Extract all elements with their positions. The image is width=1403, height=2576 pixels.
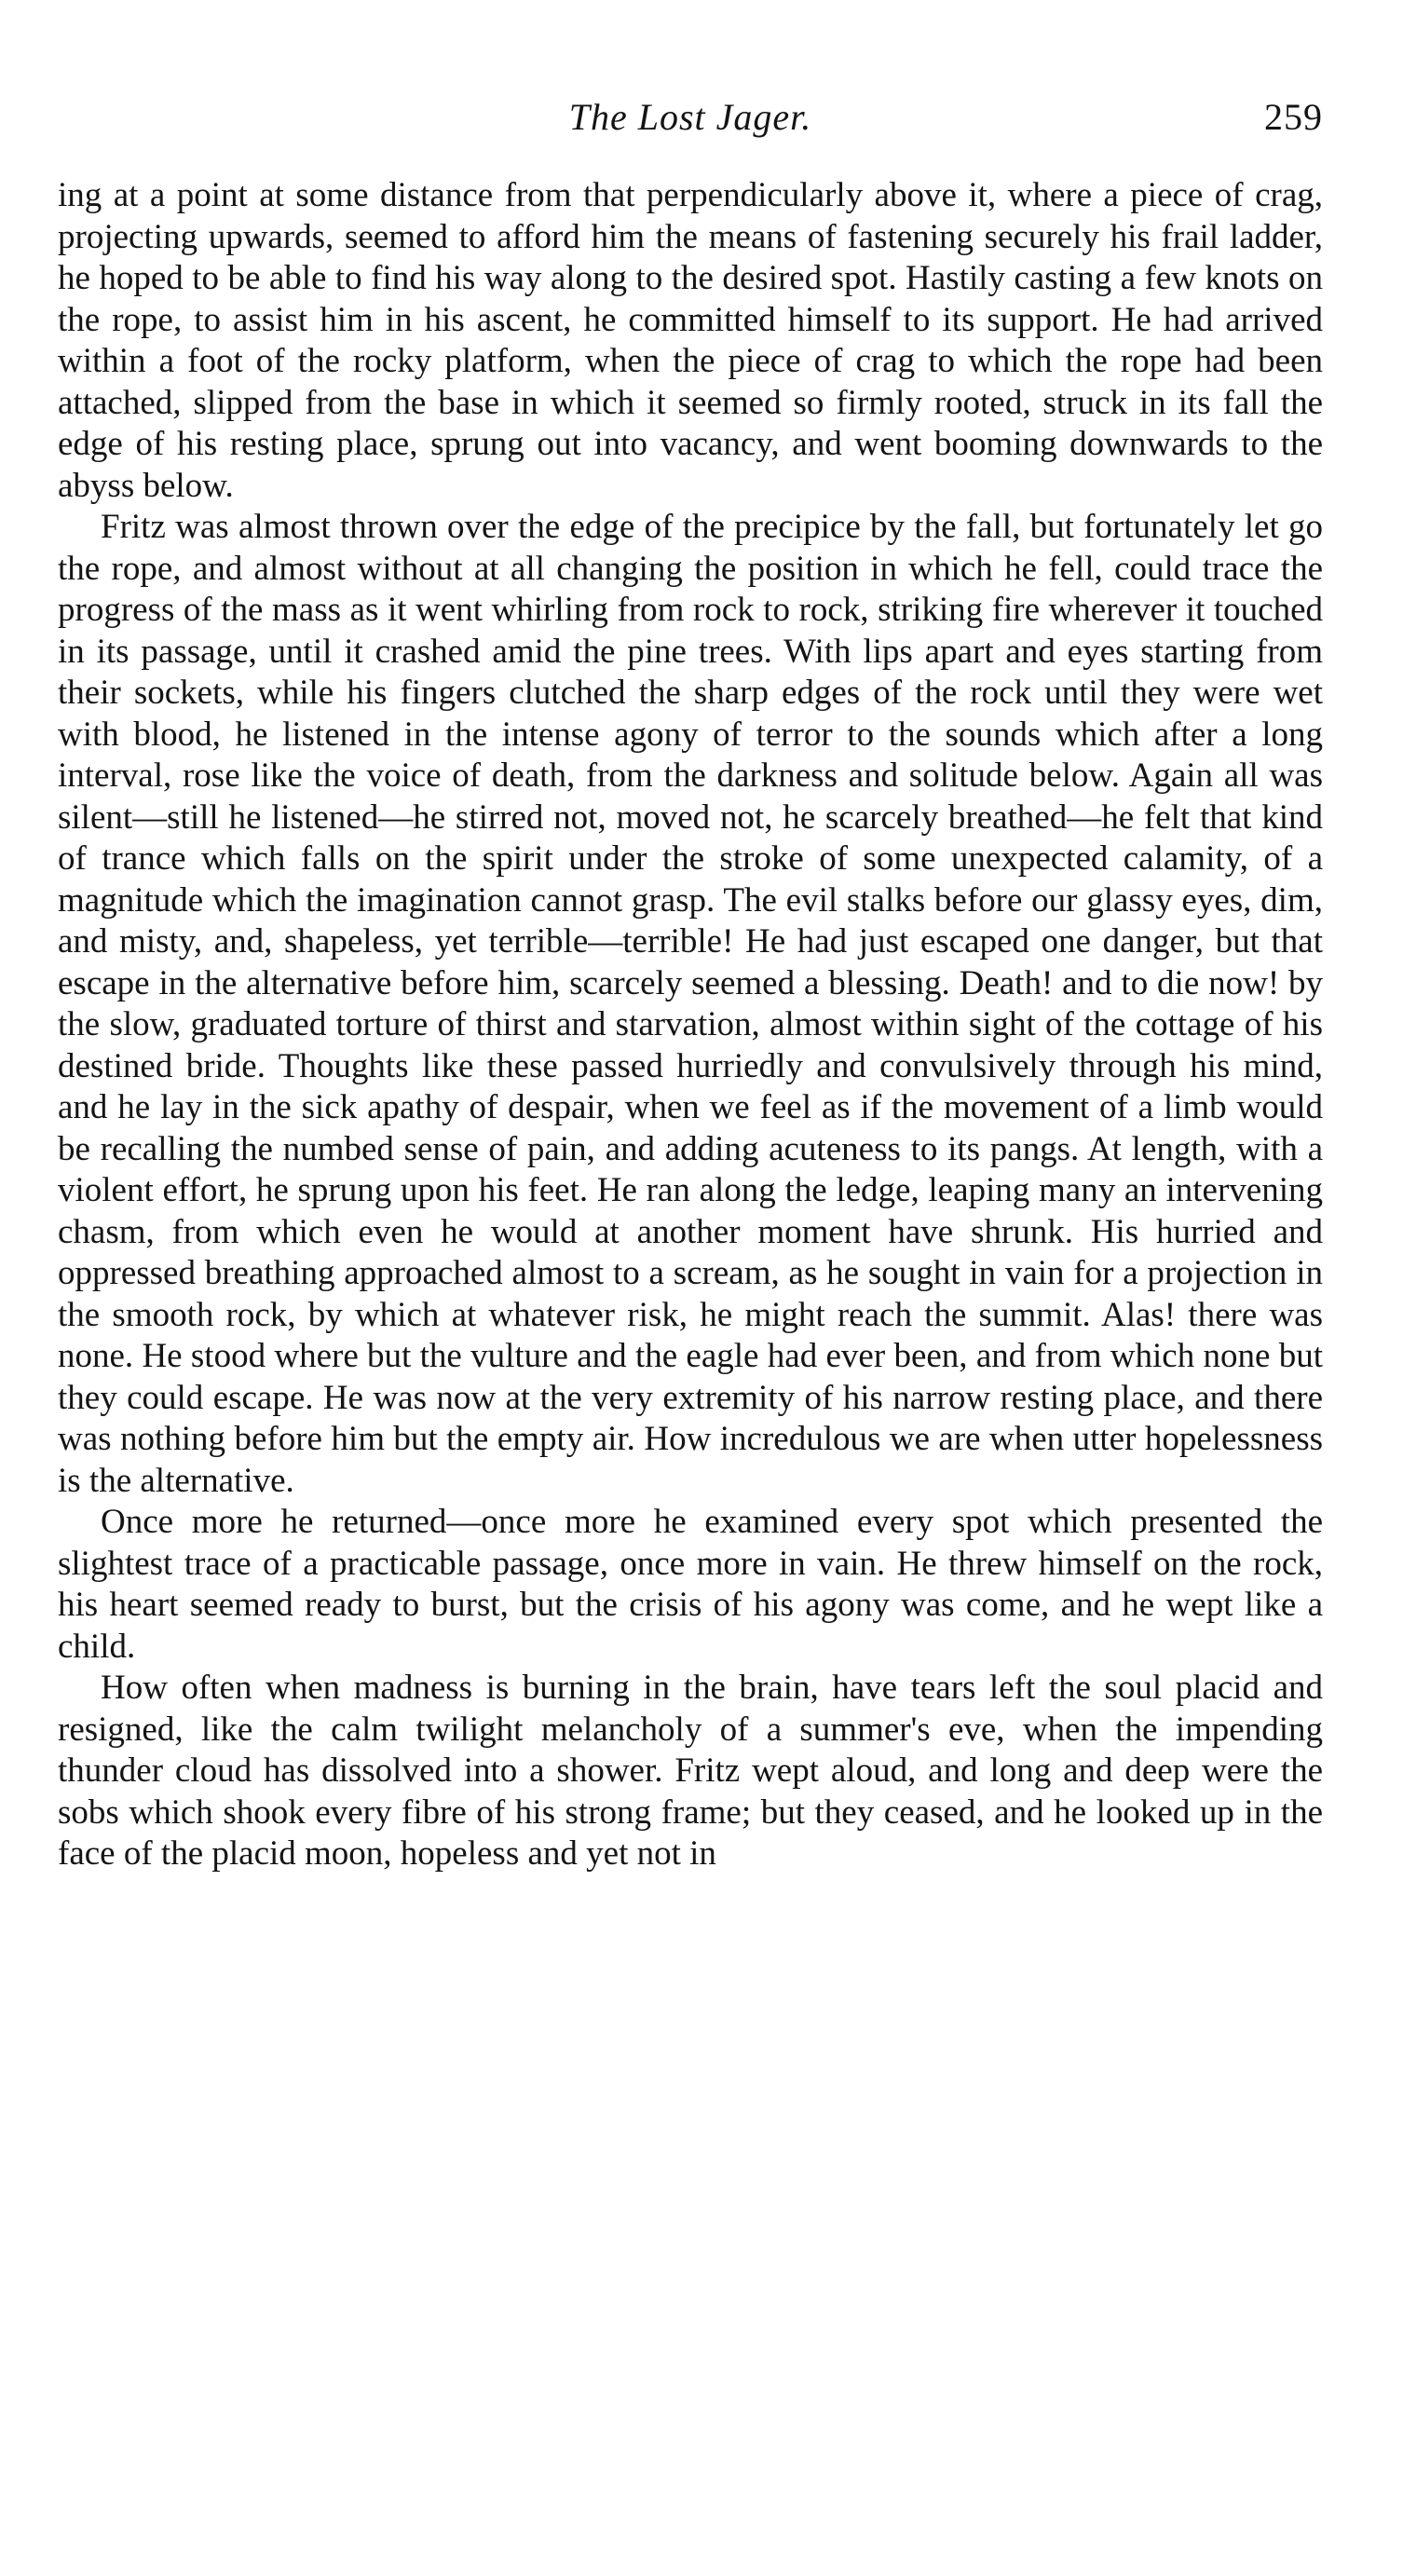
paragraph-fritz-fall: Fritz was almost thrown over the edge of the precipice by the fall, but fortunately let go the rope, and almost without at all changing the position in which he fell, could trace the progress of the mass as it went whirling from rock to rock, striking fire wherever it touched in its passage, until it crashed amid the pine trees. With lips apart and eyes starting from their sockets, while his fingers clutched the sharp edges of the rock until they were wet with blood, he listened in the intense agony of terror to the sounds which after a long interval, rose like the voice of death, from the darkness and solitude below. Again all was silent—still he listened—he stirred not, moved not, he scarcely breathed—he felt that kind of trance which falls on the spirit under the stroke of some unexpected calamity, of a magnitude which the imagination cannot grasp. The evil stalks before our glassy eyes, dim, and misty, and, shapeless, yet terrible—terrible! He had just escaped one danger, but that escape in the alternative before him, scarcely seemed a blessing. Death! and to die now! by the slow, graduated torture of thirst and starvation, almost within sight of the cottage of his destined bride. Thoughts like these passed hurriedly and convulsively through his mind, and he lay in the sick apathy of despair, when we feel as if the movement of a limb would be recalling the numbed sense of pain, and adding acuteness to its pangs. At length, with a violent effort, he sprung upon his feet. He ran along the ledge, leaping many an intervening chasm, from which even he would at another moment have shrunk. His hurried and oppressed breathing approached almost to a scream, as he sought in vain for a projection in the smooth rock, by which at whatever risk, he might reach the summit. Alas! there was none. He stood where but the vulture and the eagle had ever been, and from which none but they could escape. He was now at the very extremity of his narrow resting place, and there was nothing before him but the empty air. How incredulous we are when utter hopelessness is the alternative. [58, 508, 1323, 1500]
running-head [58, 89, 1323, 155]
paragraph-continuation: ing at a point at some distance from that perpendicularly above it, where a piece of crag, projecting upwards, seemed to afford him the means of fastening securely his frail ladder, he hoped to be able to find his way along to the desired spot. Hastily casting a few knots on the rope, to assist him in his ascent, he committed himself to its support. He had arrived within a foot of the rocky platform, when the piece of crag to which the rope had been attached, slipped from the base in which it seemed so firmly rooted, struck in its fall the edge of his resting place, sprung out into vacancy, and went booming downwards to the abyss below. [58, 176, 1323, 505]
paragraph-once-more: Once more he returned—once more he examined every spot which presented the slightest trace of a practicable passage, once more in vain. He threw himself on the rock, his heart seemed ready to burst, but the crisis of his agony was come, and he wept like a child. [58, 1503, 1323, 1666]
body-text [58, 175, 1323, 1875]
running-title: The Lost Jager. [568, 96, 812, 138]
paragraph-how-often: How often when madness is burning in the brain, have tears left the soul placid and resigned, like the calm twilight melancholy of a summer's eve, when the impending thunder cloud has dissolved into a shower. Fritz wept aloud, and long and deep were the sobs which shook every fibre of his strong frame; but they ceased, and he looked up in the face of the placid moon, hopeless and yet not in [58, 1669, 1323, 1873]
book-page [58, 89, 1323, 1875]
page-number: 259 [1264, 96, 1323, 138]
